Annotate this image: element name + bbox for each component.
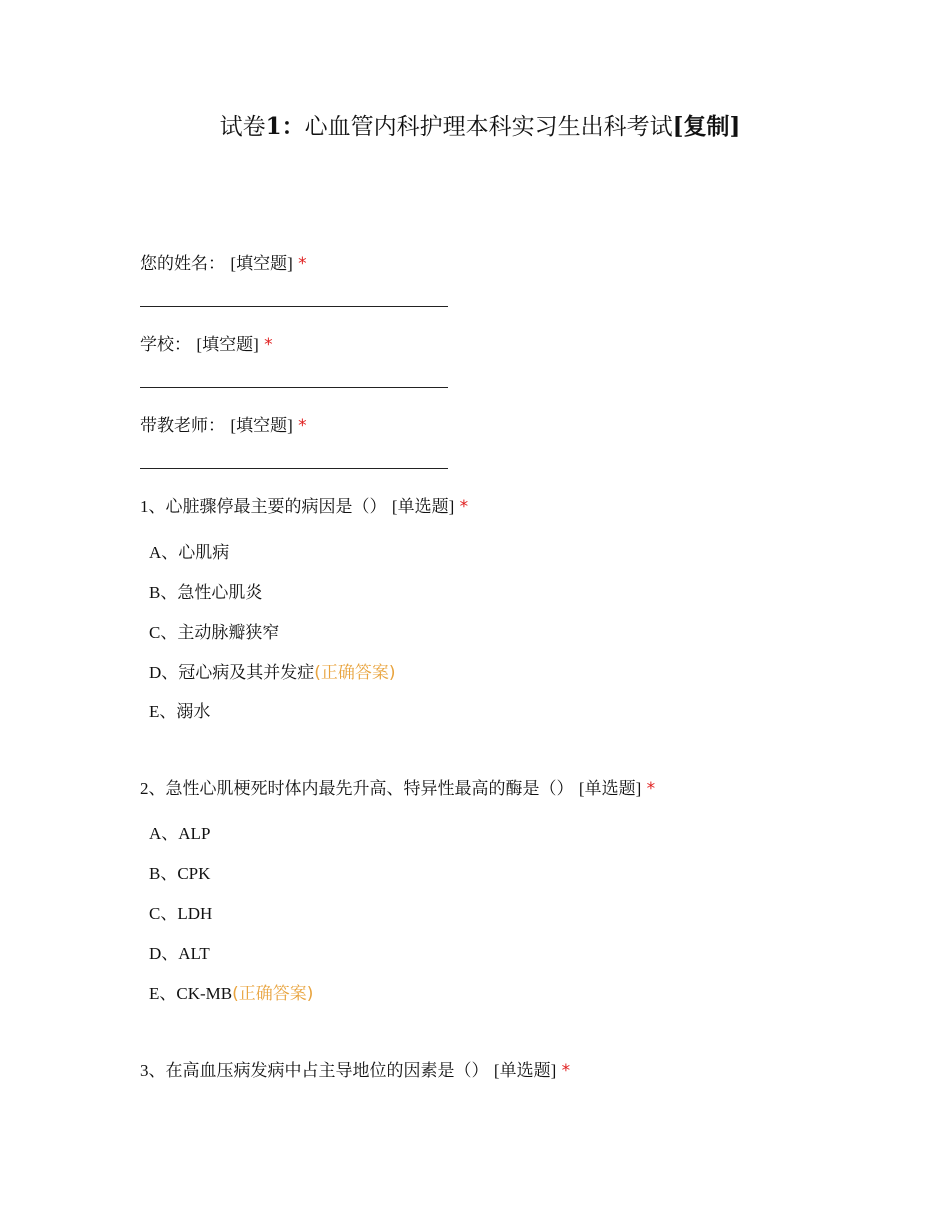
field-label: 学校： [140, 335, 191, 355]
field-teacher-label [140, 414, 307, 438]
required-mark: * [264, 335, 273, 355]
option-letter: A、 [149, 824, 179, 843]
option-letter: C、 [149, 904, 178, 923]
option-letter: A、 [149, 543, 179, 562]
field-type: [填空题] [230, 254, 293, 273]
option-letter: B、 [149, 864, 178, 883]
required-mark: * [298, 416, 307, 436]
q1-option-b[interactable] [149, 581, 262, 605]
question-number: 2 [140, 779, 149, 798]
required-mark: * [298, 254, 307, 274]
name-answer-line[interactable] [140, 306, 448, 307]
q2-option-b[interactable] [149, 862, 210, 886]
q2-option-c[interactable] [149, 902, 212, 926]
q1-option-e[interactable] [149, 700, 210, 724]
question-sep: 、 [148, 779, 166, 799]
field-type: [填空题] [196, 335, 259, 354]
option-letter: D、 [149, 944, 179, 963]
option-text: 溺水 [176, 702, 211, 722]
option-text: 冠心病及其并发症 [178, 663, 315, 683]
question-2 [140, 777, 655, 801]
field-type: [填空题] [230, 416, 293, 435]
field-label: 带教老师： [140, 416, 225, 436]
field-name-label [140, 252, 307, 276]
option-letter: B、 [149, 583, 178, 602]
title-prefix: 试卷 [219, 114, 266, 140]
correct-answer-label: (正确答案) [314, 663, 396, 683]
option-letter: E、 [149, 984, 177, 1003]
q2-option-e[interactable] [149, 982, 313, 1006]
q1-option-d[interactable] [149, 661, 396, 685]
title-main: 心血管内科护理本科实习生出科考试 [304, 114, 673, 140]
q2-option-a[interactable] [149, 822, 210, 846]
question-text: 心脏骤停最主要的病因是（） [165, 497, 387, 517]
teacher-answer-line[interactable] [140, 468, 448, 469]
question-number: 1 [140, 497, 149, 516]
option-letter: C、 [149, 623, 178, 642]
question-text: 急性心肌梗死时体内最先升高、特异性最高的酶是（） [165, 779, 574, 799]
page-title [0, 111, 950, 143]
question-text: 在高血压病发病中占主导地位的因素是（） [165, 1061, 489, 1081]
question-type: [单选题] [578, 779, 642, 798]
correct-answer-label: (正确答案) [232, 984, 314, 1004]
option-text: 急性心肌炎 [177, 583, 263, 603]
q1-option-a[interactable] [149, 541, 229, 565]
field-school-label [140, 333, 273, 357]
title-number: 1 [265, 113, 282, 140]
option-text: CK-MB [176, 984, 233, 1003]
option-text: 心肌病 [178, 543, 230, 563]
required-mark: * [459, 497, 469, 517]
question-sep: 、 [148, 497, 166, 517]
question-3 [140, 1059, 570, 1083]
title-suffix: [复制] [672, 113, 741, 140]
required-mark: * [646, 779, 656, 799]
option-text: CPK [177, 864, 211, 883]
school-answer-line[interactable] [140, 387, 448, 388]
title-colon: ： [281, 113, 305, 140]
q2-option-d[interactable] [149, 942, 210, 966]
option-text: LDH [177, 904, 213, 923]
option-text: ALT [178, 944, 210, 963]
option-letter: D、 [149, 663, 179, 682]
question-number: 3 [140, 1061, 149, 1080]
required-mark: * [561, 1061, 571, 1081]
question-sep: 、 [148, 1061, 166, 1081]
option-text: ALP [178, 824, 211, 843]
field-label: 您的姓名： [140, 254, 225, 274]
question-type: [单选题] [493, 1061, 557, 1080]
q1-option-c[interactable] [149, 621, 279, 645]
option-letter: E、 [149, 702, 177, 721]
question-type: [单选题] [391, 497, 455, 516]
question-1 [140, 495, 468, 519]
option-text: 主动脉瓣狭窄 [177, 623, 280, 643]
